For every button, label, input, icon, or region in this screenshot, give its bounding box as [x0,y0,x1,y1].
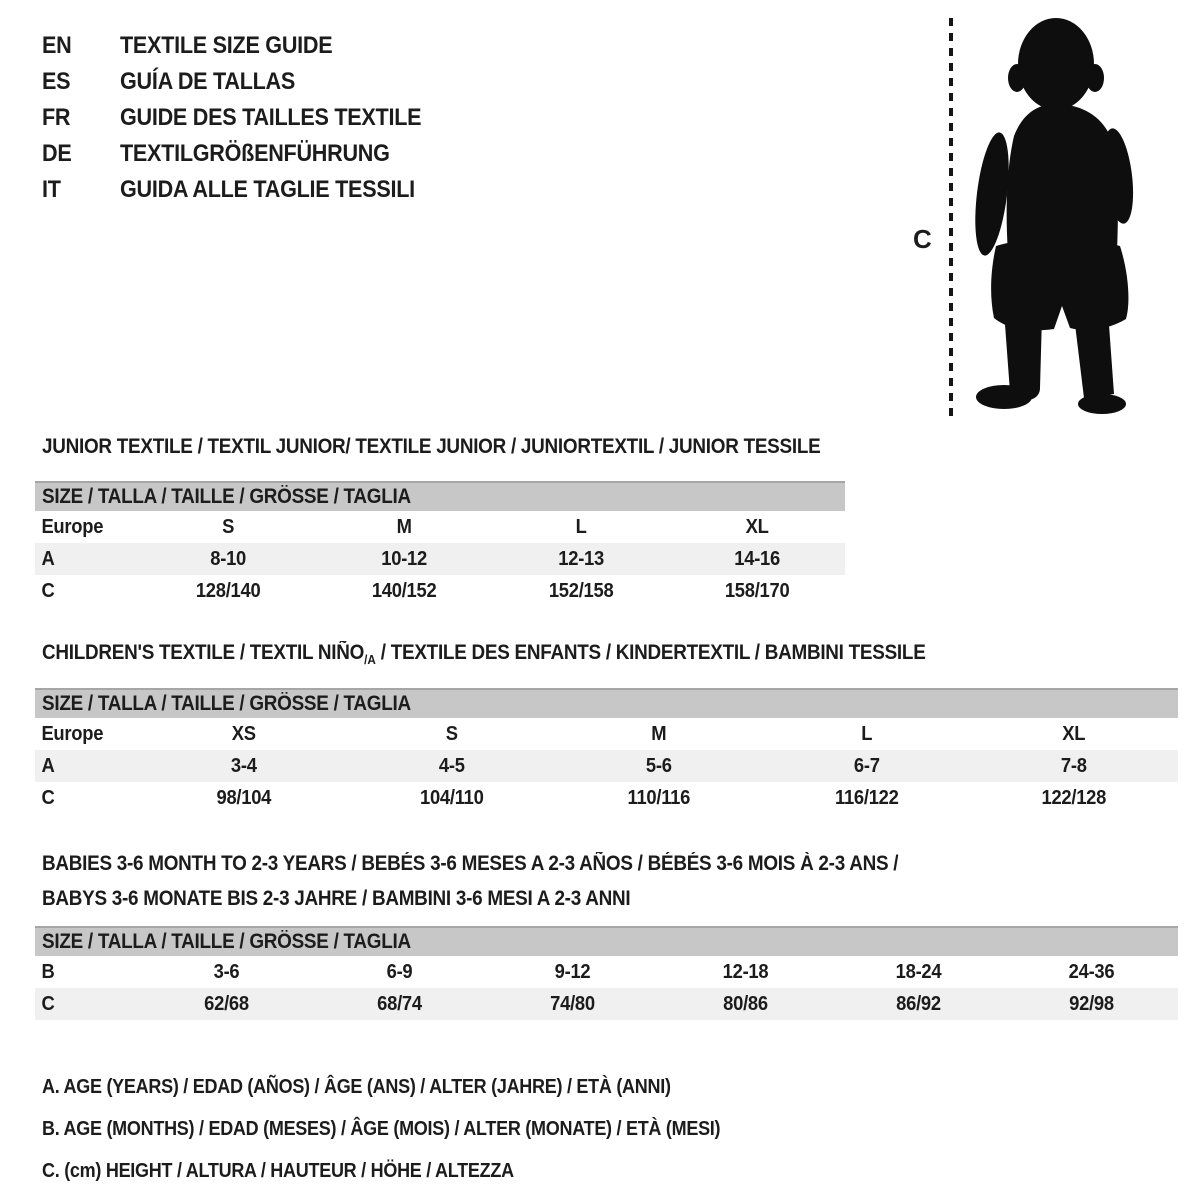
size-value: 122/128 [1041,786,1107,809]
children-heading-pre: CHILDREN'S TEXTILE / TEXTIL NIÑO [42,641,365,664]
language-label: GUÍA DE TALLAS [120,68,296,95]
size-value: L [861,722,873,745]
row-label: Europe [41,515,104,538]
children-row-europe [35,718,1178,750]
footnote-age-months [42,1108,796,1150]
footnote-text: C. (cm) HEIGHT / ALTURA / HAUTEUR / HÖHE / ALTEZZA [42,1159,514,1182]
size-header-label: SIZE / TALLA / TAILLE / GRÖSSE / TAGLIA [42,692,411,715]
children-row-age [35,750,1178,782]
size-value: 62/68 [204,992,249,1015]
size-value: 14-16 [734,547,780,570]
babies-heading-line2: BABYS 3-6 MONATE BIS 2-3 JAHRE / BAMBINI 3-6 MESI A 2-3 ANNI [42,887,631,910]
row-label: Europe [41,722,104,745]
size-value: 68/74 [377,992,422,1015]
row-label: C [41,579,55,602]
junior-size-table [35,481,845,607]
size-value: 152/158 [548,579,613,602]
junior-table-header-bar [35,481,845,511]
language-label: TEXTILE SIZE GUIDE [120,32,333,59]
size-value: 98/104 [216,786,272,809]
size-value: 3-6 [213,960,240,983]
footnote-text: B. AGE (MONTHS) / EDAD (MESES) / ÂGE (MOIS) / ALTER (MONATE) / ETÀ (MESI) [42,1117,721,1140]
size-value: 104/110 [419,786,484,809]
language-label: GUIDA ALLE TAGLIE TESSILI [120,176,415,203]
row-label: A [41,754,55,777]
size-value: 92/98 [1069,992,1114,1015]
row-label: C [41,992,55,1015]
size-value: 5-6 [646,754,672,777]
size-value: 116/122 [834,786,899,809]
size-value: S [222,515,235,538]
children-heading-sub: /A [364,652,376,667]
size-value: XL [745,515,769,538]
size-value: 74/80 [550,992,595,1015]
size-value: 18-24 [895,960,942,983]
footnote-height-cm [42,1150,796,1192]
size-header-label: SIZE / TALLA / TAILLE / GRÖSSE / TAGLIA [42,485,411,508]
children-row-height [35,782,1178,814]
size-value: 140/152 [372,579,437,602]
language-code: EN [42,32,72,59]
size-value: L [575,515,587,538]
size-value: 110/116 [627,786,691,809]
size-value: 10-12 [381,547,428,570]
language-code: IT [42,176,61,203]
language-code: DE [42,140,72,167]
row-label: B [41,960,55,983]
size-value: XS [231,722,256,745]
size-value: M [651,722,667,745]
size-value: 6-7 [853,754,880,777]
babies-row-months [35,956,1178,988]
language-label: TEXTILGRÖßENFÜHRUNG [120,140,390,167]
language-row-es [42,64,455,100]
language-row-en [42,28,455,64]
size-value: 6-9 [386,960,413,983]
footnote-legend [42,1066,796,1192]
size-value: 3-4 [230,754,257,777]
row-label: C [41,786,55,809]
babies-row-height [35,988,1178,1020]
babies-heading-line1: BABIES 3-6 MONTH TO 2-3 YEARS / BEBÉS 3-6 MESES A 2-3 AÑOS / BÉBÉS 3-6 MOIS À 2-3 ANS / [42,852,899,875]
size-value: XL [1062,722,1086,745]
footnote-text: A. AGE (YEARS) / EDAD (AÑOS) / ÂGE (ANS) / ALTER (JAHRE) / ETÀ (ANNI) [42,1075,671,1098]
footnote-age-years [42,1066,796,1108]
language-row-fr [42,100,455,136]
junior-row-europe [35,511,845,543]
height-measure-label: C [913,224,932,254]
junior-heading-text: JUNIOR TEXTILE / TEXTIL JUNIOR/ TEXTILE JUNIOR / JUNIORTEXTIL / JUNIOR TESSILE [42,435,821,458]
children-size-table [35,688,1178,814]
language-code: ES [42,68,71,95]
language-row-de [42,136,455,172]
size-value: 12-18 [722,960,769,983]
size-value: S [445,722,458,745]
junior-row-age [35,543,845,575]
size-value: 80/86 [723,992,768,1015]
babies-size-table [35,926,1178,1020]
babies-table-header-bar [35,926,1178,956]
row-label: A [41,547,55,570]
language-row-it [42,172,455,208]
size-value: 24-36 [1068,960,1115,983]
toddler-figure [905,10,1150,422]
toddler-silhouette-icon [970,18,1138,414]
size-value: 4-5 [438,754,465,777]
language-code: FR [42,104,71,131]
children-heading-post: / TEXTILE DES ENFANTS / KINDERTEXTIL / BAMBINI TESSILE [375,641,926,664]
size-value: 86/92 [896,992,941,1015]
size-value: 8-10 [210,547,246,570]
babies-section-heading [42,846,993,916]
children-heading-text [42,640,926,672]
size-value: 12-13 [557,547,604,570]
size-value: M [396,515,412,538]
children-section-heading [42,640,1024,672]
junior-section-heading [42,434,907,459]
children-table-header-bar [35,688,1178,718]
size-value: 128/140 [195,579,261,602]
size-value: 7-8 [1061,754,1088,777]
junior-row-height [35,575,845,607]
language-label: GUIDE DES TAILLES TEXTILE [120,104,422,131]
size-value: 158/170 [724,579,790,602]
language-legend [42,28,455,208]
size-header-label: SIZE / TALLA / TAILLE / GRÖSSE / TAGLIA [42,930,411,953]
size-value: 9-12 [554,960,591,983]
